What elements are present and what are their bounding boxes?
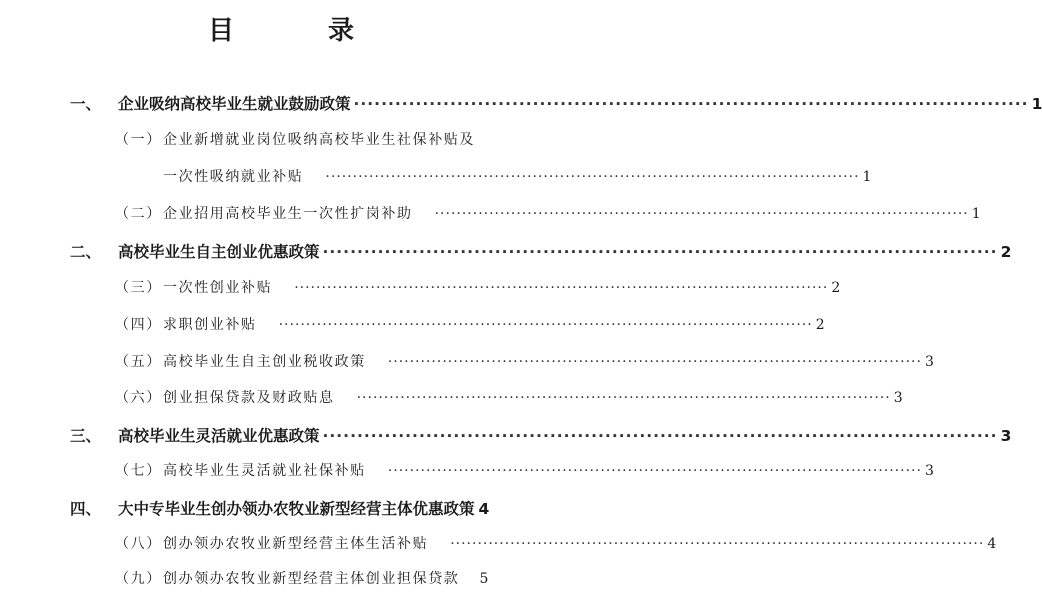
toc-page: 3 <box>924 354 936 370</box>
toc-page: 1 <box>1031 95 1042 113</box>
toc-number: （八） <box>115 536 162 552</box>
toc-section-3[interactable] <box>115 277 842 297</box>
toc-leader: ·································································································· <box>450 536 985 552</box>
toc-number: （六） <box>115 390 162 406</box>
toc-number: （七） <box>115 463 162 479</box>
toc-text: 高校毕业生灵活就业社保补贴 <box>163 463 366 479</box>
toc-leader: ·································································································· <box>356 390 891 406</box>
toc-text: 创办领办农牧业新型经营主体创业担保贷款 <box>163 571 460 587</box>
toc-page: 3 <box>924 463 936 479</box>
toc-leader: ·································································································· <box>322 427 998 445</box>
toc-page: 3 <box>893 390 905 406</box>
toc-leader: ·································································································· <box>322 243 998 261</box>
toc-text: 企业招用高校毕业生一次性扩岗补助 <box>163 206 413 222</box>
toc-number: （四） <box>115 317 162 333</box>
toc-leader: ·································································································· <box>387 354 922 370</box>
toc-number: （二） <box>115 206 162 222</box>
toc-page: 1 <box>971 206 983 222</box>
toc-heading-1[interactable] <box>70 92 1042 114</box>
toc-section-1-continuation[interactable] <box>163 166 874 186</box>
toc-leader: ·································································································· <box>325 169 860 185</box>
toc-number: 一、 <box>70 95 102 113</box>
toc-section-5[interactable] <box>115 351 936 371</box>
toc-text: 求职创业补贴 <box>163 317 257 333</box>
toc-heading-3[interactable] <box>70 424 1012 446</box>
toc-text: 创业担保贷款及财政贴息 <box>163 390 335 406</box>
toc-leader: ·································································································· <box>294 280 829 296</box>
toc-leader: ·································································································· <box>387 463 922 479</box>
toc-leader: ·································································································· <box>353 95 1029 113</box>
toc-heading-4[interactable] <box>70 497 490 519</box>
toc-text: 企业吸纳高校毕业生就业鼓励政策 <box>118 95 351 113</box>
toc-section-1[interactable] <box>115 129 490 149</box>
toc-page: 3 <box>1000 427 1012 445</box>
toc-text: 高校毕业生自主创业税收政策 <box>163 354 366 370</box>
toc-text: 大中专毕业生创办领办农牧业新型经营主体优惠政策 <box>118 500 475 518</box>
toc-section-8[interactable] <box>115 533 998 553</box>
toc-section-9[interactable] <box>115 568 490 588</box>
toc-page: 2 <box>815 317 827 333</box>
toc-leader: ·································································································· <box>278 317 813 333</box>
toc-page: 4 <box>987 536 998 552</box>
toc-number: 三、 <box>70 427 102 445</box>
toc-text: 企业新增就业岗位吸纳高校毕业生社保补贴及 <box>163 132 475 148</box>
toc-text: 创办领办农牧业新型经营主体生活补贴 <box>163 536 429 552</box>
toc-section-7[interactable] <box>115 460 936 480</box>
toc-leader: ·································································································· <box>434 206 969 222</box>
toc-section-2[interactable] <box>115 203 983 223</box>
toc-page: 4 <box>478 500 490 518</box>
toc-text: 一次性创业补贴 <box>163 280 273 296</box>
toc-number: 四、 <box>70 500 102 518</box>
toc-section-4[interactable] <box>115 314 827 334</box>
toc-section-6[interactable] <box>115 387 905 407</box>
toc-text: 一次性吸纳就业补贴 <box>163 169 304 185</box>
toc-number: （五） <box>115 354 162 370</box>
toc-number: （三） <box>115 280 162 296</box>
toc-page: 1 <box>862 169 874 185</box>
toc-number: 二、 <box>70 243 102 261</box>
toc-page: 5 <box>479 571 490 587</box>
page-title: 目 录 <box>207 16 388 46</box>
toc-heading-2[interactable] <box>70 240 1012 262</box>
toc-page: 2 <box>831 280 842 296</box>
toc-text: 高校毕业生自主创业优惠政策 <box>118 243 320 261</box>
toc-number: （九） <box>115 571 162 587</box>
toc-page: 2 <box>1000 243 1012 261</box>
toc-text: 高校毕业生灵活就业优惠政策 <box>118 427 320 445</box>
toc-number: （一） <box>115 132 162 148</box>
